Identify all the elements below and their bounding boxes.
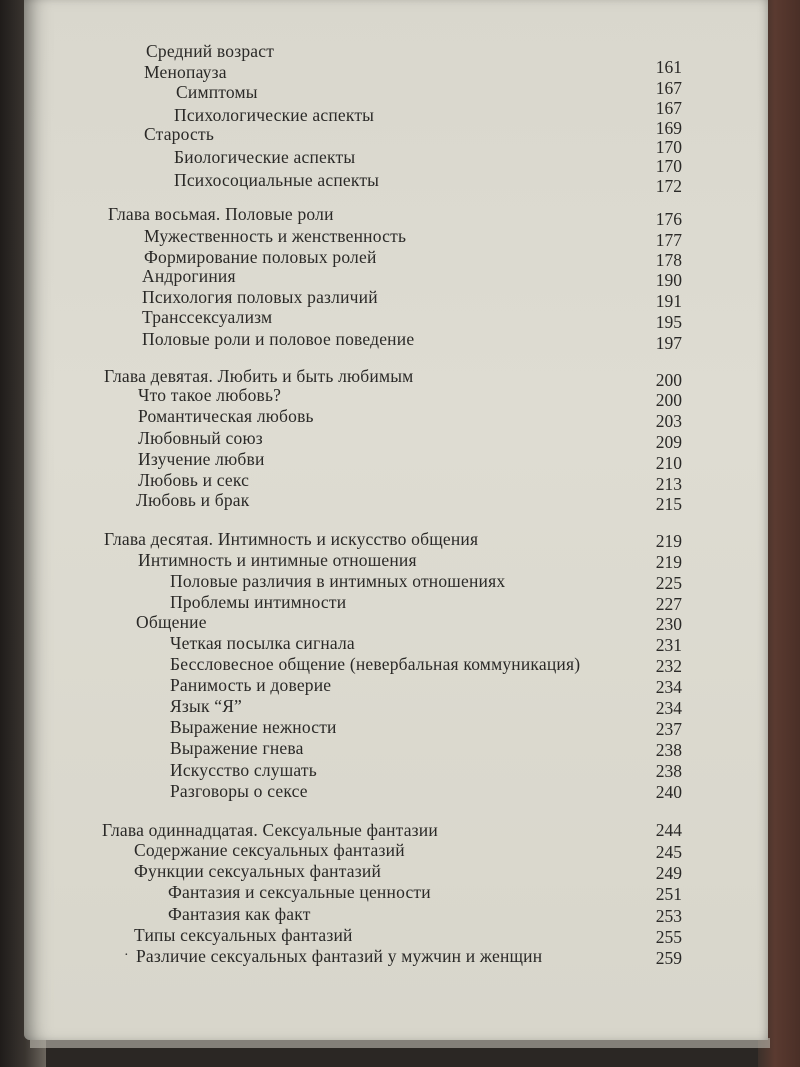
- toc-page-number: 225: [655, 573, 682, 593]
- toc-entry: Фантазия как факт: [168, 904, 311, 924]
- toc-entry: Любовный союз: [138, 428, 263, 448]
- toc-entry: Транссексуализм: [142, 307, 273, 327]
- toc-entry: Язык “Я”: [170, 696, 243, 716]
- toc-page-number: 219: [655, 531, 682, 551]
- toc-entry: Функции сексуальных фантазий: [134, 861, 382, 881]
- toc-entry: Содержание сексуальных фантазий: [134, 840, 405, 860]
- toc-entry: Четкая посылка сигнала: [170, 633, 355, 653]
- toc-entry: Симптомы: [176, 82, 258, 102]
- toc-entry: Формирование половых ролей: [144, 247, 377, 267]
- toc-page-number: 167: [655, 78, 682, 98]
- toc-entry: Ранимость и доверие: [170, 675, 332, 695]
- toc-page-number: 227: [655, 594, 682, 614]
- toc-entry: Выражение гнева: [170, 738, 304, 758]
- toc-page-number: 219: [655, 552, 682, 572]
- toc-page-number: 215: [655, 494, 682, 514]
- toc-page-number: 234: [655, 698, 682, 718]
- toc-page-number: 245: [655, 842, 682, 862]
- toc-chapter: Глава одиннадцатая. Сексуальные фантазии: [102, 820, 438, 840]
- toc-page-number: 172: [655, 176, 682, 196]
- toc-page-number: 232: [655, 656, 682, 676]
- toc-chapter: Глава десятая. Интимность и искусство общения: [104, 529, 479, 549]
- toc-page-number: 210: [655, 453, 682, 473]
- toc-entry: Общение: [136, 612, 207, 632]
- toc-page-number: 244: [655, 820, 682, 840]
- toc-page-number: 209: [655, 432, 682, 452]
- toc-page-number: 190: [655, 270, 682, 290]
- toc-page-number: 253: [655, 906, 682, 926]
- toc-entry: Типы сексуальных фантазий: [134, 925, 353, 945]
- toc-page-number: 240: [655, 782, 682, 802]
- toc-entry: Что такое любовь?: [138, 385, 282, 405]
- toc-page-number: 234: [655, 677, 682, 697]
- toc-page-number: 238: [655, 740, 682, 760]
- toc-entry: Различие сексуальных фантазий у мужчин и женщин: [136, 946, 543, 966]
- toc-page-number: 177: [655, 230, 682, 250]
- toc-page-number: 170: [655, 137, 682, 157]
- toc-page-number: 255: [655, 927, 682, 947]
- toc-entry: Психология половых различий: [142, 287, 378, 307]
- toc-page-number: 238: [655, 761, 682, 781]
- toc-chapter: Глава восьмая. Половые роли: [108, 204, 334, 224]
- bullet-dot: ·: [124, 948, 129, 963]
- toc-page-number: 249: [655, 863, 682, 883]
- toc-entry: Половые роли и половое поведение: [142, 329, 415, 349]
- toc-entry: Психологические аспекты: [174, 105, 375, 125]
- toc-entry: Менопауза: [144, 62, 227, 82]
- toc-page-number: 237: [655, 719, 682, 739]
- toc-page-number: 213: [655, 474, 682, 494]
- toc-entry: Романтическая любовь: [138, 406, 314, 426]
- toc-page-number: 167: [655, 98, 682, 118]
- toc-page-number: 178: [655, 250, 682, 270]
- toc-entry: Проблемы интимности: [170, 592, 347, 612]
- toc-entry: Изучение любви: [138, 449, 265, 469]
- toc-chapter: Глава девятая. Любить и быть любимым: [104, 366, 414, 386]
- toc-page-number: 230: [655, 614, 682, 634]
- toc-entry: Фантазия и сексуальные ценности: [168, 882, 431, 902]
- toc-entry: Любовь и секс: [138, 470, 250, 490]
- toc-entry: Выражение нежности: [170, 717, 337, 737]
- toc-entry: Средний возраст: [146, 41, 275, 61]
- toc-entry: Искусство слушать: [170, 760, 317, 780]
- toc-page-number: 200: [655, 390, 682, 410]
- toc-page-number: 195: [655, 312, 682, 332]
- table-of-contents: [24, 0, 768, 1040]
- toc-entry: Любовь и брак: [136, 490, 250, 510]
- toc-page-number: 161: [655, 57, 682, 77]
- toc-page-number: 170: [655, 156, 682, 176]
- toc-page-number: 191: [655, 291, 682, 311]
- toc-page-number: 169: [655, 118, 682, 138]
- toc-entry: Старость: [144, 124, 215, 144]
- toc-entry: Мужественность и женственность: [144, 226, 407, 246]
- toc-entry: Половые различия в интимных отношениях: [170, 571, 506, 591]
- toc-page-number: 197: [655, 333, 682, 353]
- toc-entry: Бессловесное общение (невербальная коммуникация): [170, 654, 581, 674]
- toc-entry: Психосоциальные аспекты: [174, 170, 380, 190]
- book-page: [24, 0, 768, 1040]
- toc-page-number: 251: [655, 884, 682, 904]
- toc-entry: Биологические аспекты: [174, 147, 356, 167]
- toc-entry: Разговоры о сексе: [170, 781, 308, 801]
- toc-page-number: 176: [655, 209, 682, 229]
- toc-page-number: 231: [655, 635, 682, 655]
- toc-entry: Интимность и интимные отношения: [138, 550, 417, 570]
- toc-page-number: 200: [655, 370, 682, 390]
- toc-entry: Андрогиния: [142, 266, 236, 286]
- toc-page-number: 259: [655, 948, 682, 968]
- toc-page-number: 203: [655, 411, 682, 431]
